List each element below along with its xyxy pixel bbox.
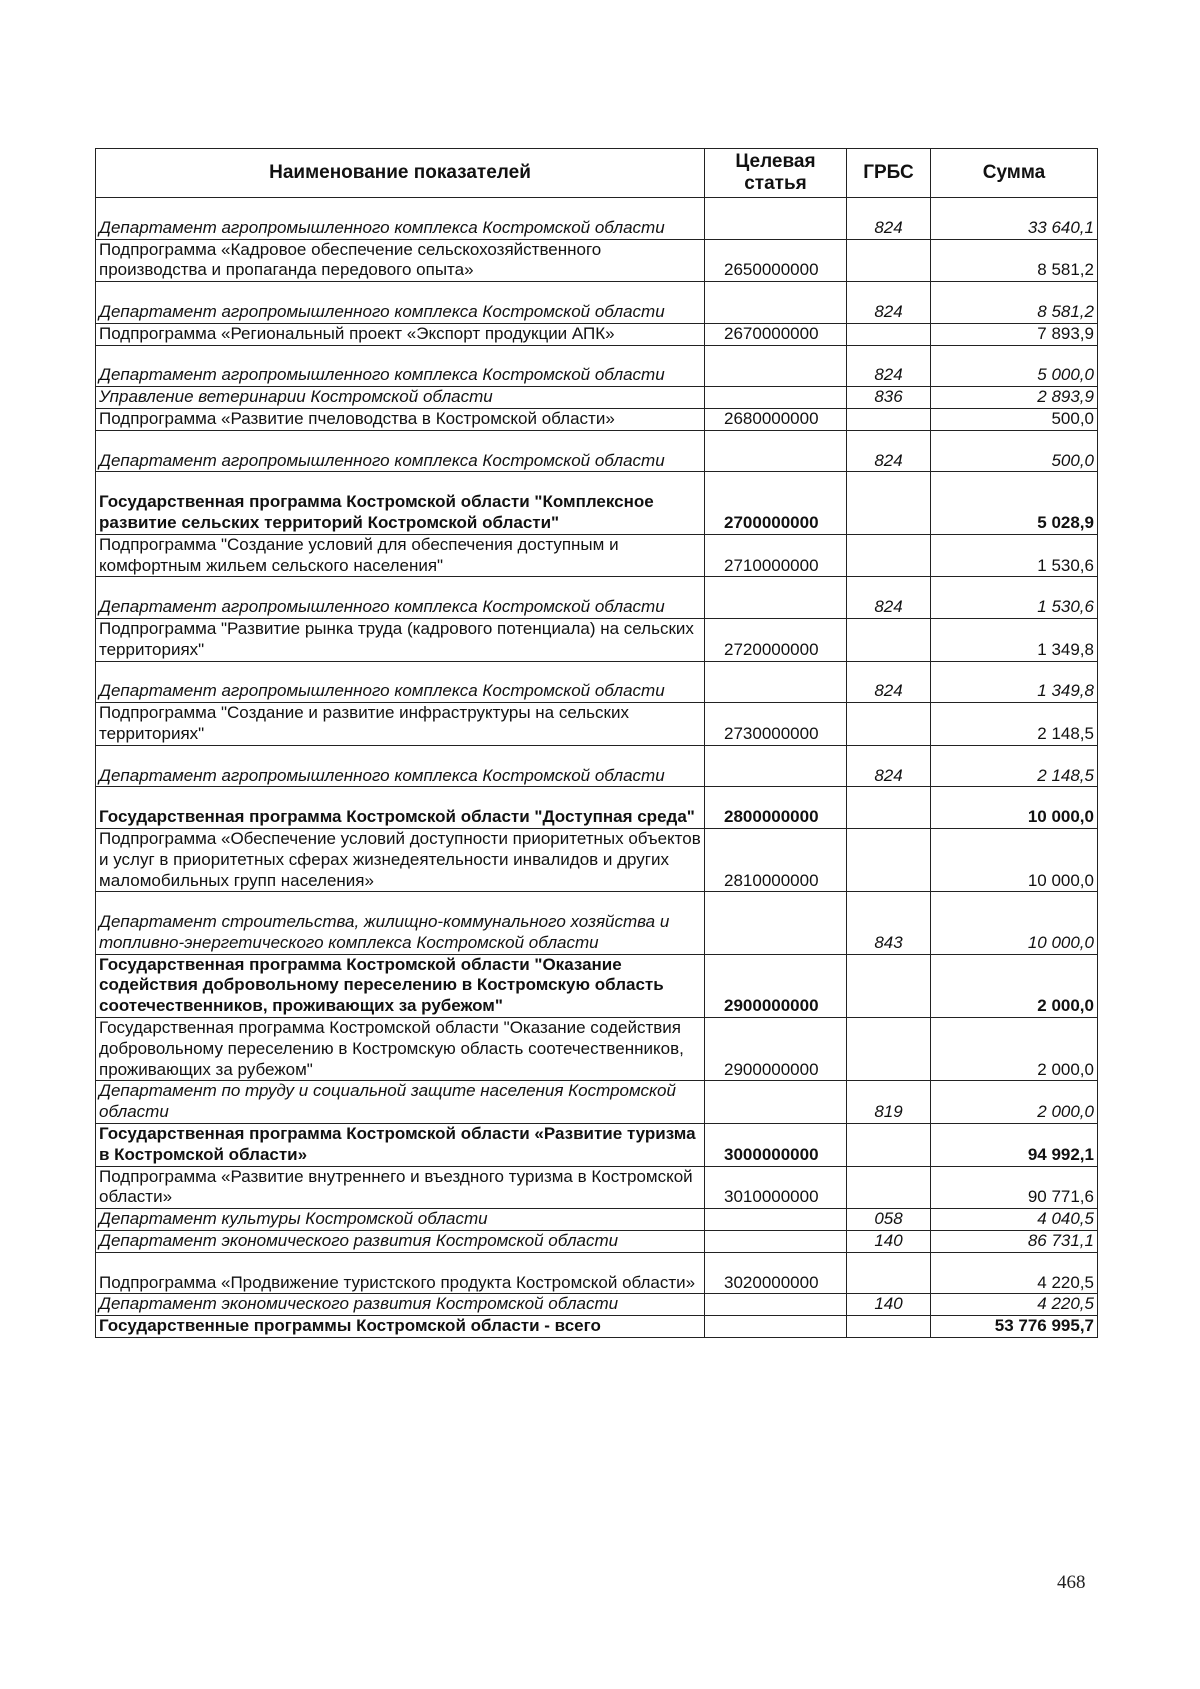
table-row (96, 1166, 1098, 1209)
cell-grbs (847, 828, 931, 891)
cell-name: Подпрограмма «Развитие внутреннего и въездного туризма в Костромской области» (96, 1166, 705, 1209)
cell-name: Департамент агропромышленного комплекса Костромской области (96, 745, 705, 787)
cell-grbs: 140 (847, 1294, 931, 1316)
cell-target-article: 3020000000 (705, 1252, 847, 1294)
cell-name: Департамент экономического развития Костромской области (96, 1294, 705, 1316)
cell-name: Государственная программа Костромской области "Оказание содействия добровольному переселению в Костромскую область соотечественников, проживающих за рубежом" (96, 1018, 705, 1081)
cell-grbs (847, 618, 931, 661)
cell-grbs: 824 (847, 345, 931, 387)
cell-sum: 1 530,6 (931, 534, 1098, 577)
cell-sum: 33 640,1 (931, 198, 1098, 240)
header-row (96, 149, 1098, 198)
cell-grbs (847, 1166, 931, 1209)
table-row (96, 323, 1098, 345)
table-row (96, 430, 1098, 472)
cell-grbs (847, 472, 931, 534)
cell-target-article (705, 1316, 847, 1338)
cell-grbs: 824 (847, 745, 931, 787)
cell-target-article (705, 387, 847, 409)
cell-name: Государственная программа Костромской области "Комплексное развитие сельских территорий Костромской области" (96, 472, 705, 534)
table-row (96, 1209, 1098, 1231)
header-grbs: ГРБС (847, 149, 931, 198)
table-row (96, 345, 1098, 387)
cell-grbs: 140 (847, 1231, 931, 1253)
cell-name: Департамент агропромышленного комплекса Костромской области (96, 282, 705, 324)
cell-target-article (705, 892, 847, 954)
cell-sum: 10 000,0 (931, 892, 1098, 954)
cell-name: Департамент строительства, жилищно-коммунального хозяйства и топливно-энергетического комплекса Костромской области (96, 892, 705, 954)
cell-sum: 94 992,1 (931, 1124, 1098, 1167)
table-body (96, 198, 1098, 1338)
cell-grbs (847, 408, 931, 430)
cell-target-article: 2730000000 (705, 703, 847, 746)
header-target-article: Целевая статья (705, 149, 847, 198)
cell-target-article: 2800000000 (705, 787, 847, 829)
cell-name: Подпрограмма «Развитие пчеловодства в Костромской области» (96, 408, 705, 430)
cell-target-article (705, 198, 847, 240)
page-number: 468 (1057, 1572, 1086, 1593)
cell-grbs: 824 (847, 430, 931, 472)
header-name: Наименование показателей (96, 149, 705, 198)
cell-sum: 1 349,8 (931, 618, 1098, 661)
cell-sum: 2 000,0 (931, 1081, 1098, 1124)
cell-grbs (847, 954, 931, 1017)
cell-target-article (705, 282, 847, 324)
cell-name: Подпрограмма «Продвижение туристского продукта Костромской области» (96, 1252, 705, 1294)
cell-name: Департамент агропромышленного комплекса Костромской области (96, 198, 705, 240)
cell-sum: 2 893,9 (931, 387, 1098, 409)
cell-name: Государственная программа Костромской области «Развитие туризма в Костромской области» (96, 1124, 705, 1167)
table-row (96, 1124, 1098, 1167)
cell-name: Подпрограмма «Обеспечение условий доступности приоритетных объектов и услуг в приоритетных сферах жизнедеятельности инвалидов и других маломобильных групп населения» (96, 828, 705, 891)
cell-sum: 10 000,0 (931, 787, 1098, 829)
table-row (96, 787, 1098, 829)
cell-target-article: 2810000000 (705, 828, 847, 891)
cell-sum: 2 148,5 (931, 745, 1098, 787)
cell-name: Государственная программа Костромской области "Оказание содействия добровольному переселению в Костромскую область соотечественников, проживающих за рубежом" (96, 954, 705, 1017)
cell-target-article (705, 1209, 847, 1231)
cell-name: Департамент агропромышленного комплекса Костромской области (96, 430, 705, 472)
table-row (96, 1018, 1098, 1081)
cell-name: Управление ветеринарии Костромской области (96, 387, 705, 409)
cell-name: Подпрограмма "Развитие рынка труда (кадрового потенциала) на сельских территориях" (96, 618, 705, 661)
cell-sum: 500,0 (931, 430, 1098, 472)
table-row (96, 1294, 1098, 1316)
cell-sum: 53 776 995,7 (931, 1316, 1098, 1338)
cell-grbs (847, 1018, 931, 1081)
cell-grbs (847, 534, 931, 577)
cell-sum: 4 220,5 (931, 1252, 1098, 1294)
cell-name: Подпрограмма «Кадровое обеспечение сельскохозяйственного производства и пропаганда передового опыта» (96, 239, 705, 282)
cell-grbs: 836 (847, 387, 931, 409)
cell-name: Департамент агропромышленного комплекса Костромской области (96, 661, 705, 703)
cell-grbs (847, 239, 931, 282)
cell-target-article (705, 745, 847, 787)
table-row (96, 239, 1098, 282)
cell-grbs (847, 703, 931, 746)
cell-grbs: 843 (847, 892, 931, 954)
cell-name: Департамент по труду и социальной защите населения Костромской области (96, 1081, 705, 1124)
cell-name: Подпрограмма «Региональный проект «Экспорт продукции АПК» (96, 323, 705, 345)
cell-target-article (705, 1081, 847, 1124)
cell-sum: 8 581,2 (931, 282, 1098, 324)
cell-target-article: 2710000000 (705, 534, 847, 577)
cell-sum: 2 000,0 (931, 954, 1098, 1017)
table-row (96, 534, 1098, 577)
cell-name: Государственные программы Костромской области - всего (96, 1316, 705, 1338)
cell-sum: 5 000,0 (931, 345, 1098, 387)
cell-name: Государственная программа Костромской области "Доступная среда" (96, 787, 705, 829)
cell-target-article (705, 430, 847, 472)
cell-name: Департамент агропромышленного комплекса Костромской области (96, 577, 705, 619)
cell-grbs (847, 787, 931, 829)
cell-target-article: 2900000000 (705, 954, 847, 1017)
cell-sum: 86 731,1 (931, 1231, 1098, 1253)
table-row (96, 828, 1098, 891)
header-sum: Сумма (931, 149, 1098, 198)
cell-target-article: 2680000000 (705, 408, 847, 430)
cell-sum: 10 000,0 (931, 828, 1098, 891)
cell-target-article: 3000000000 (705, 1124, 847, 1167)
cell-sum: 5 028,9 (931, 472, 1098, 534)
table-row (96, 282, 1098, 324)
cell-sum: 7 893,9 (931, 323, 1098, 345)
cell-target-article (705, 1231, 847, 1253)
cell-sum: 2 000,0 (931, 1018, 1098, 1081)
cell-sum: 8 581,2 (931, 239, 1098, 282)
table-row (96, 577, 1098, 619)
budget-table (95, 148, 1098, 1338)
cell-target-article (705, 1294, 847, 1316)
cell-target-article: 2900000000 (705, 1018, 847, 1081)
cell-grbs (847, 1316, 931, 1338)
cell-target-article: 2650000000 (705, 239, 847, 282)
table-row (96, 661, 1098, 703)
cell-sum: 500,0 (931, 408, 1098, 430)
cell-name: Подпрограмма "Создание и развитие инфраструктуры на сельских территориях" (96, 703, 705, 746)
table-row (96, 618, 1098, 661)
cell-target-article: 2720000000 (705, 618, 847, 661)
cell-sum: 1 530,6 (931, 577, 1098, 619)
cell-grbs: 824 (847, 661, 931, 703)
table-row (96, 1231, 1098, 1253)
cell-grbs: 819 (847, 1081, 931, 1124)
cell-grbs (847, 1252, 931, 1294)
cell-target-article: 2700000000 (705, 472, 847, 534)
cell-target-article (705, 661, 847, 703)
table-row (96, 892, 1098, 954)
cell-target-article (705, 345, 847, 387)
cell-name: Подпрограмма "Создание условий для обеспечения доступным и комфортным жильем сельского населения" (96, 534, 705, 577)
table-row (96, 472, 1098, 534)
table-row (96, 745, 1098, 787)
cell-sum: 4 220,5 (931, 1294, 1098, 1316)
cell-grbs: 824 (847, 198, 931, 240)
table-row (96, 387, 1098, 409)
table-row (96, 1316, 1098, 1338)
cell-name: Департамент культуры Костромской области (96, 1209, 705, 1231)
table-row (96, 408, 1098, 430)
cell-name: Департамент агропромышленного комплекса Костромской области (96, 345, 705, 387)
cell-grbs (847, 1124, 931, 1167)
cell-target-article (705, 577, 847, 619)
table-row (96, 703, 1098, 746)
table-row (96, 954, 1098, 1017)
cell-target-article: 3010000000 (705, 1166, 847, 1209)
cell-target-article: 2670000000 (705, 323, 847, 345)
cell-sum: 1 349,8 (931, 661, 1098, 703)
cell-grbs (847, 323, 931, 345)
table-row (96, 1252, 1098, 1294)
cell-grbs: 058 (847, 1209, 931, 1231)
cell-sum: 4 040,5 (931, 1209, 1098, 1231)
cell-grbs: 824 (847, 577, 931, 619)
cell-name: Департамент экономического развития Костромской области (96, 1231, 705, 1253)
cell-sum: 2 148,5 (931, 703, 1098, 746)
table-row (96, 198, 1098, 240)
cell-sum: 90 771,6 (931, 1166, 1098, 1209)
cell-grbs: 824 (847, 282, 931, 324)
table-row (96, 1081, 1098, 1124)
